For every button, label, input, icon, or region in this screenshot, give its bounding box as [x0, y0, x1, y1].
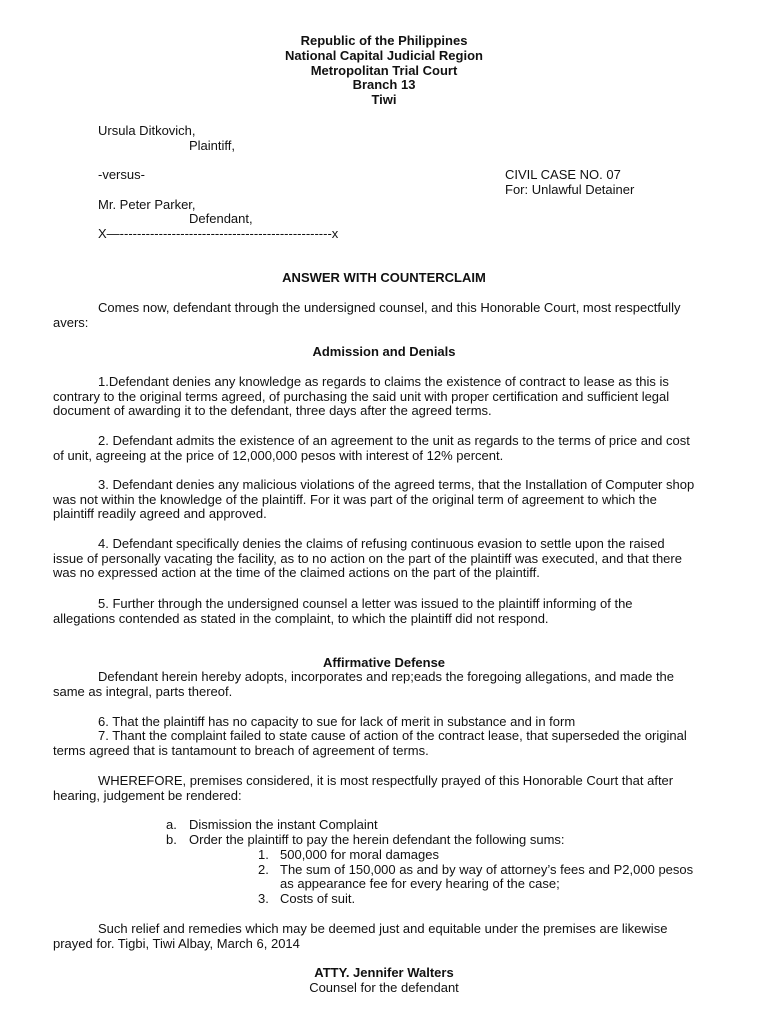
caption-separator: X—-------------------------------------------------x	[98, 226, 339, 241]
header-republic: Republic of the Philippines	[300, 33, 468, 48]
paragraph-1-line-3: document of awarding it to the defendant, three days after the agreed terms.	[53, 403, 492, 419]
sum-item-2-line-2: as appearance fee for every hearing of the case;	[280, 876, 560, 891]
intro-line-2: avers:	[53, 314, 89, 330]
paragraph-3-line-3: plaintiff readily agreed and approved.	[53, 506, 267, 522]
defense-item-7	[53, 729, 733, 758]
header-branch: Branch 13	[352, 77, 416, 92]
paragraph-2-line-1: 2. Defendant admits the existence of an agreement to the unit as regards to the terms of price and cost	[98, 433, 690, 448]
sum-item-2-line-1: The sum of 150,000 as and by way of attorney’s fees and P2,000 pesos	[280, 862, 694, 877]
paragraph-4	[53, 537, 733, 581]
closing-paragraph	[53, 922, 733, 951]
paragraph-3-line-1: 3. Defendant denies any malicious violations of the agreed terms, that the Installation of Computer shop	[98, 477, 695, 492]
case-nature: For: Unlawful Detainer	[505, 182, 635, 197]
sum-marker-1: 1.	[258, 847, 269, 862]
signatory-role: Counsel for the defendant	[309, 980, 459, 995]
sum-item-1: 500,000 for moral damages	[280, 847, 439, 862]
defense-item-7-line-1: 7. Thant the complaint failed to state cause of action of the contract lease, that superseded the original	[98, 728, 687, 743]
prayer-item-b: Order the plaintiff to pay the herein defendant the following sums:	[189, 832, 565, 847]
document-title: ANSWER WITH COUNTERCLAIM	[282, 270, 486, 285]
intro-paragraph	[53, 301, 733, 330]
plaintiff-label: Plaintiff,	[189, 138, 236, 153]
paragraph-1-line-2: contrary to the original terms agreed, of purchasing the said unit with proper certification and sufficient legal	[53, 388, 670, 404]
wherefore-line-1: WHEREFORE, premises considered, it is most respectfully prayed of this Honorable Court that after	[98, 773, 674, 788]
closing-line-2: prayed for. Tigbi, Tiwi Albay, March 6, 2014	[53, 935, 300, 951]
defendant-name: Mr. Peter Parker,	[98, 197, 196, 212]
adoption-line-1: Defendant herein hereby adopts, incorporates and rep;eads the foregoing allegations, and made the	[98, 669, 675, 684]
affirmative-heading: Affirmative Defense	[322, 655, 446, 670]
signatory-name: ATTY. Jennifer Walters	[314, 965, 454, 980]
paragraph-3	[53, 478, 733, 522]
wherefore-line-2: hearing, judgement be rendered:	[53, 787, 242, 803]
header-court: Metropolitan Trial Court	[310, 63, 458, 78]
plaintiff-name: Ursula Ditkovich,	[98, 123, 196, 138]
sum-item-3: Costs of suit.	[280, 891, 356, 906]
defense-item-7-line-2: terms agreed that is tantamount to breach of agreement of terms.	[53, 742, 429, 758]
paragraph-4-line-2: issue of personally vacating the facility, as to no action on the part of the plaintiff was executed, and that there	[53, 550, 682, 566]
paragraph-1	[53, 375, 733, 419]
closing-line-1: Such relief and remedies which may be deemed just and equitable under the premises are likewise	[98, 921, 668, 936]
defendant-label: Defendant,	[189, 211, 253, 226]
prayer-item-a: Dismission the instant Complaint	[189, 817, 378, 832]
paragraph-5-line-1: 5. Further through the undersigned counsel a letter was issued to the plaintiff informing of the	[98, 596, 633, 611]
header-region: National Capital Judicial Region	[285, 48, 483, 63]
defense-item-6-text: 6. That the plaintiff has no capacity to sue for lack of merit in substance and in form	[98, 714, 576, 729]
prayer-marker-a: a.	[166, 817, 177, 832]
adoption-paragraph	[53, 670, 733, 699]
adoption-line-2: same as integral, parts thereof.	[53, 683, 233, 699]
paragraph-3-line-2: was not within the knowledge of the plaintiff. For it was part of the original term of agreement to which the	[53, 491, 657, 507]
paragraph-5-line-2: allegations contended as stated in the complaint, to which the plaintiff did not respond.	[53, 610, 549, 626]
intro-line-1: Comes now, defendant through the undersigned counsel, and this Honorable Court, most respectfully	[98, 300, 681, 315]
sum-marker-2: 2.	[258, 862, 269, 877]
paragraph-2	[53, 434, 733, 463]
wherefore-paragraph	[53, 774, 733, 803]
versus-label: -versus-	[98, 167, 145, 182]
header-city: Tiwi	[371, 92, 397, 107]
admission-heading: Admission and Denials	[312, 344, 456, 359]
paragraph-5	[53, 597, 733, 626]
paragraph-2-line-2: of unit, agreeing at the price of 12,000,000 pesos with interest of 12% percent.	[53, 447, 504, 463]
prayer-marker-b: b.	[166, 832, 177, 847]
paragraph-4-line-3: was no expressed action at the time of the claimed actions on the part of the plaintiff.	[53, 565, 540, 581]
case-number: CIVIL CASE NO. 07	[505, 167, 621, 182]
paragraph-1-line-1: 1.Defendant denies any knowledge as regards to claims the existence of contract to lease as this is	[98, 374, 669, 389]
sum-marker-3: 3.	[258, 891, 269, 906]
paragraph-4-line-1: 4. Defendant specifically denies the claims of refusing continuous evasion to settle upon the raised	[98, 536, 665, 551]
